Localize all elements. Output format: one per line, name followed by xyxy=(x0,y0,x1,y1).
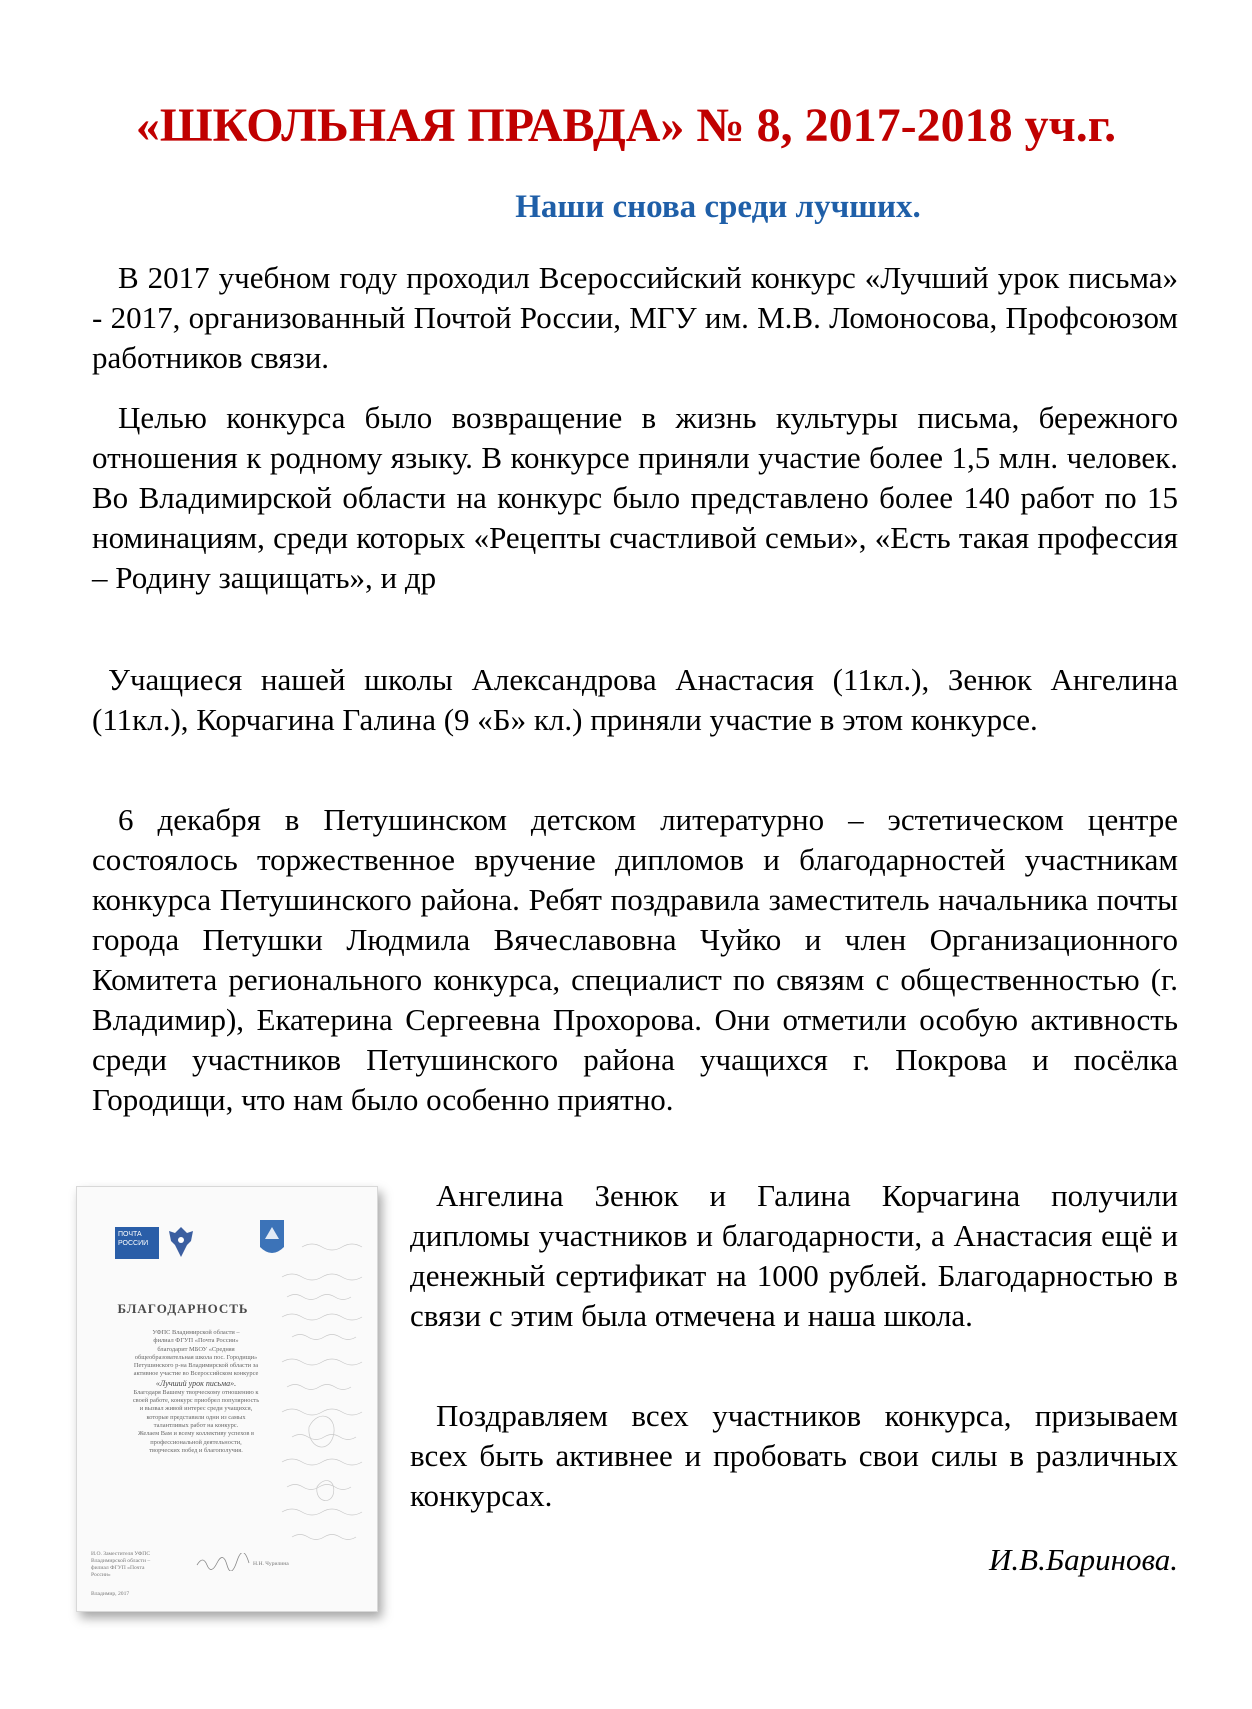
certificate-line: УФПС Владимирской области – xyxy=(152,1329,240,1336)
certificate-line: Благодаря Вашему творческому отношению к xyxy=(133,1388,259,1396)
signature-scribble xyxy=(195,1553,251,1571)
certificate-contest-name: «Лучший урок письма». xyxy=(155,1378,237,1388)
certificate-body xyxy=(99,1329,293,1455)
paragraph-3: Учащиеся нашей школы Александрова Анастасия (11кл.), Зенюк Ангелина (11кл.), Корчагина Галина (9 «Б» кл.) приняли участие в этом конкурсе. xyxy=(92,662,1178,737)
certificate-line: талантливых работ на конкурс. xyxy=(153,1421,239,1429)
certificate-footer-line: Владимирской области – xyxy=(91,1558,151,1564)
paragraph-1: В 2017 учебном году проходил Всероссийский конкурс «Лучший урок письма» - 2017, организованный Почтой России, МГУ им. М.В. Ломоносова, Профсоюзом работников связи. xyxy=(92,260,1178,375)
certificate-footer xyxy=(91,1551,161,1579)
regional-crest-icon xyxy=(259,1219,285,1259)
certificate-image xyxy=(76,1186,378,1612)
article-headline: Наши снова среди лучших. xyxy=(515,189,921,225)
certificate-line: общеобразовательная школа пос. Городищи» xyxy=(134,1353,258,1361)
page-title: «ШКОЛЬНАЯ ПРАВДА» № 8, 2017-2018 уч.г. xyxy=(135,99,1117,152)
certificate-line: профессиональной деятельности, xyxy=(150,1438,242,1446)
certificate-footer-line: И.О. Заместителя УФПС xyxy=(91,1551,151,1557)
certificate-line: филиал ФГУП «Почта России» xyxy=(153,1337,239,1345)
certificate-line: активное участие во Всероссийском конкурсе xyxy=(133,1370,259,1378)
certificate-place: Владимир, 2017 xyxy=(91,1591,130,1597)
paragraph-4: 6 декабря в Петушинском детском литературно – эстетическом центре состоялось торжественное вручение дипломов и благодарностей участникам конкурса Петушинского района. Ребят поздравила заместитель начальника почты города Петушки Людмила Вячеславовна Чуйко и член Организационного Комитета регионального конкурса, специалист по связям с общественностью (г. Владимир), Екатерина Сергеевна Прохорова. Они отметили особую активность среди участников Петушинского района учащихся г. Покрова и посёлка Городищи, что нам было особенно приятно. xyxy=(92,802,1178,1117)
post-logo-text: ПОЧТА РОССИИ xyxy=(118,1231,149,1247)
certificate-line: и вызвал живой интерес среди учащихся, xyxy=(139,1405,253,1413)
certificate-line: своей работе, конкурс приобрел популярность xyxy=(132,1397,260,1405)
certificate-heading: БЛАГОДАРНОСТЬ xyxy=(117,1301,249,1316)
certificate-signer: Н.Н. Чурилина xyxy=(253,1561,289,1567)
paragraph-6: Поздравляем всех участников конкурса, призываем всех быть активнее и пробовать свои силы в различных конкурсах. xyxy=(410,1398,1178,1513)
paragraph-2: Целью конкурса было возвращение в жизнь культуры письма, бережного отношения к родному языку. В конкурсе приняли участие более 1,5 млн. человек. Во Владимирской области на конкурс было представлено более 140 работ по 15 номинациям, среди которых «Рецепты счастливой семьи», «Есть такая профессия – Родину защищать», и др xyxy=(92,400,1178,595)
post-logo xyxy=(115,1227,159,1259)
certificate-line: творческих побед и благополучия. xyxy=(149,1446,243,1454)
certificate-line: Петушинского р-на Владимирской области за xyxy=(133,1362,259,1370)
certificate-line: Желаем Вам и всему коллективу успехов в xyxy=(138,1430,254,1438)
paragraph-5: Ангелина Зенюк и Галина Корчагина получили дипломы участников и благодарности, а Анастасия ещё и денежный сертификат на 1000 рублей. Благодарностью в связи с этим была отмечена и наша школа. xyxy=(410,1178,1178,1333)
certificate-line: благодарит МБОУ «Средняя xyxy=(157,1345,235,1353)
certificate-footer-line: филиал ФГУП «Почта России» xyxy=(91,1565,145,1578)
author-signature: И.В.Баринова. xyxy=(989,1542,1178,1577)
eagle-emblem-icon xyxy=(167,1225,195,1259)
certificate-line: которые представили одни из самых xyxy=(146,1413,246,1421)
